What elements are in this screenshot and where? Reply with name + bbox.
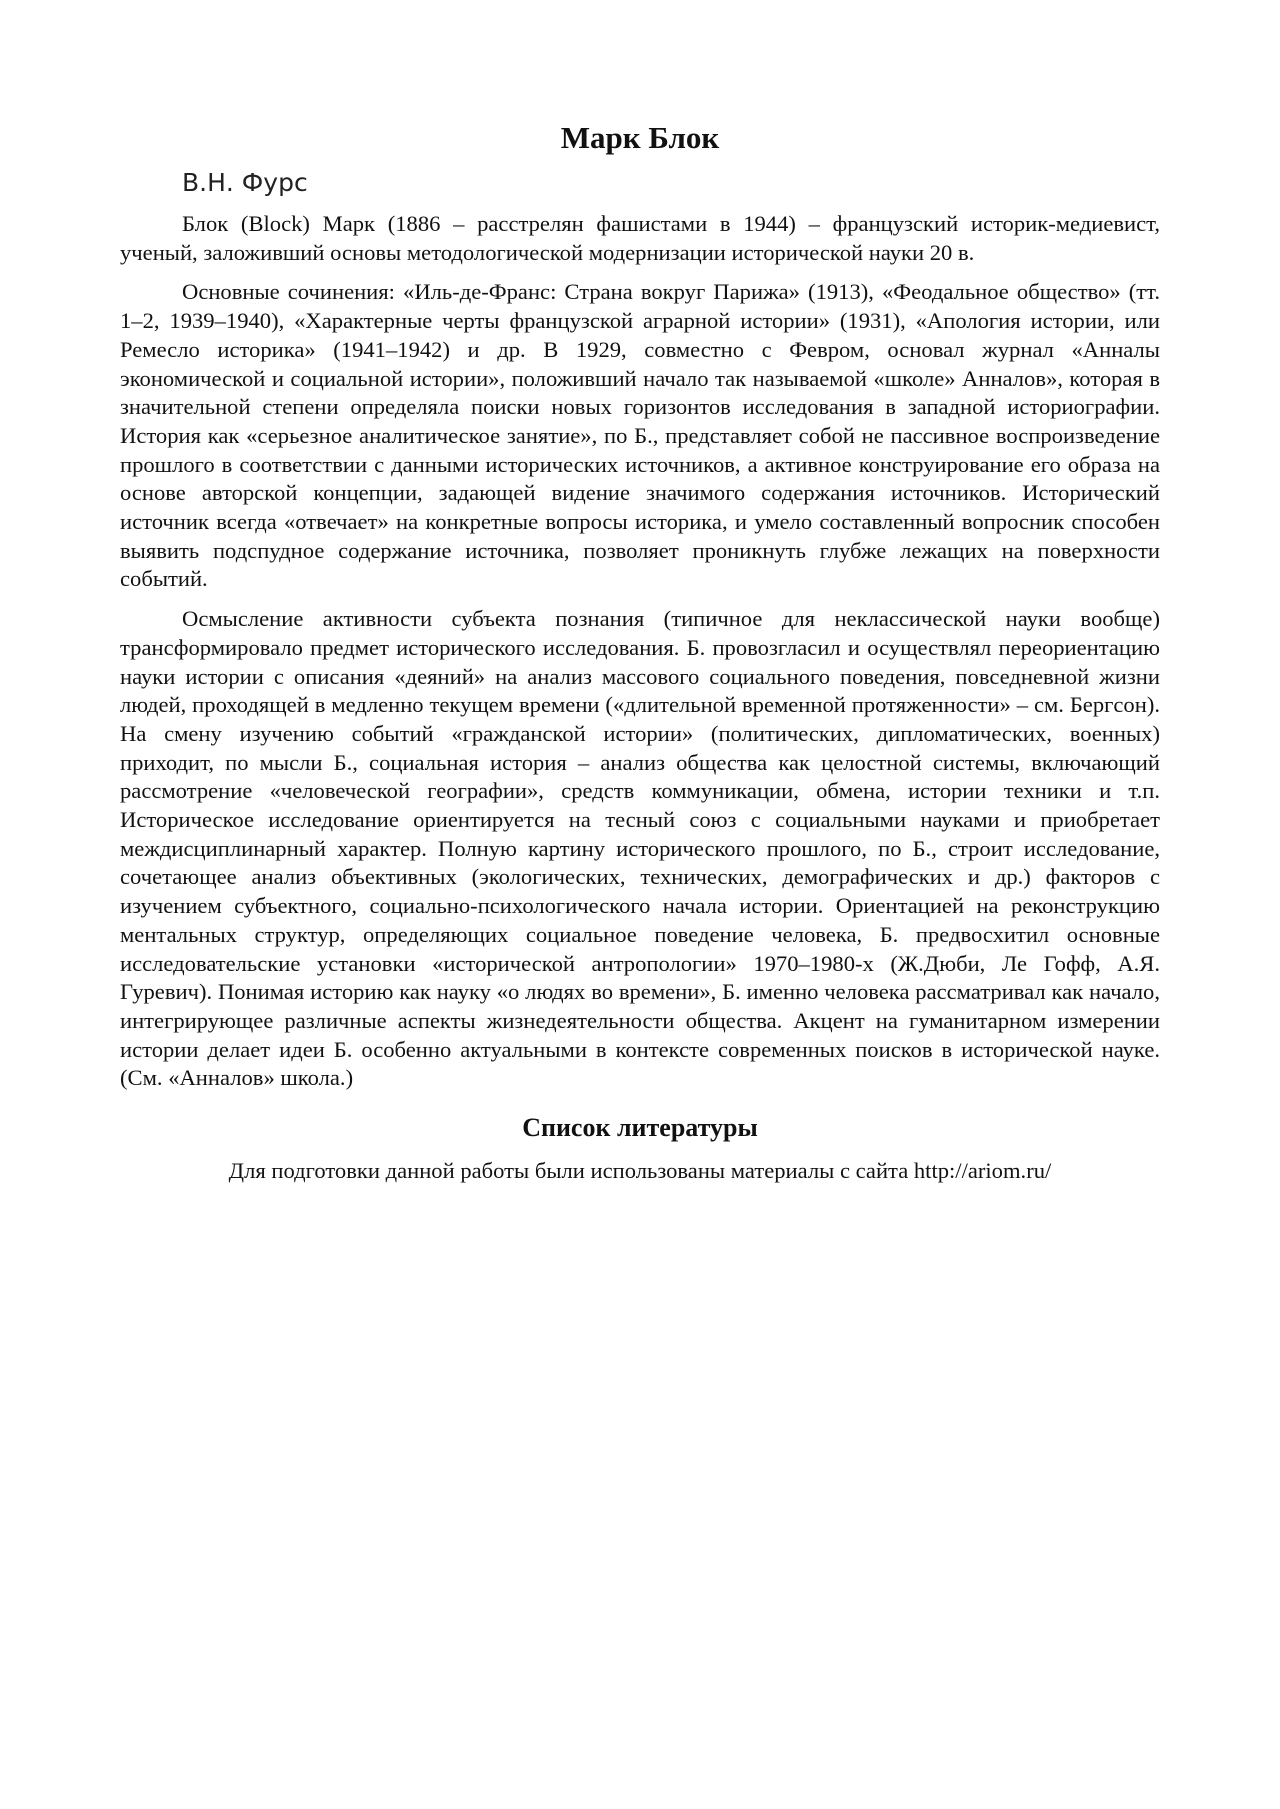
author-name: В.Н. Фурс xyxy=(182,168,308,197)
document-content xyxy=(120,118,1160,1186)
paragraph-works: Основные сочинения: «Иль-де-Франс: Страна вокруг Парижа» (1913), «Феодальное общество» (тт. 1–2, 1939–1940), «Характерные черты французской аграрной истории» (1931), «Апология истории, или Ремесло историка» (1941–1942) и др. В 1929, совместно с Февром, основал журнал «Анналы экономической и социальной истории», положивший начало так называемой «школе» Анналов», которая в значительной степени определяла поиски новых горизонтов исследования в западной историографии. История как «серьезное аналитическое занятие», по Б., представляет собой не пассивное воспроизведение прошлого в соответствии с данными исторических источников, а активное конструирование его образа на основе авторской концепции, задающей видение значимого содержания источников. Исторический источник всегда «отвечает» на конкретные вопросы историка, и умело составленный вопросник способен выявить подспудное содержание источника, позволяет проникнуть глубже лежащих на поверхности событий. xyxy=(120,279,1160,592)
bibliography-note: Для подготовки данной работы были использованы материалы с сайта http://ariom.ru/ xyxy=(228,1158,1052,1184)
paragraph-method: Осмысление активности субъекта познания (типичное для неклассической науки вообще) трансформировало предмет исторического исследования. Б. провозгласил и осуществлял переориентацию науки истории с описания «деяний» на анализ массового социального поведения, повседневной жизни людей, проходящей в медленно текущем времени («длительной временной протяженности» – см. Бергсон). На смену изучению событий «гражданской истории» (политических, дипломатических, военных) приходит, по мысли Б., социальная история – анализ общества как целостной системы, включающий рассмотрение «человеческой географии», средств коммуникации, обмена, истории техники и т.п. Историческое исследование ориентируется на тесный союз с социальными науками и приобретает междисциплинарный характер. Полную картину исторического прошлого, по Б., строит исследование, сочетающее анализ объективных (экологических, технических, демографических и др.) факторов с изучением субъектного, социально-психологического начала истории. Ориентацией на реконструкцию ментальных структур, определяющих социальное поведение человека, Б. предвосхитил основные исследовательские установки «исторической антропологии» 1970–1980-х (Ж.Дюби, Ле Гофф, А.Я. Гуревич). Понимая историю как науку «о людях во времени», Б. именно человека рассматривал как начало, интегрирующее различные аспекты жизнедеятельности общества. Акцент на гуманитарном измерении истории делает идеи Б. особенно актуальными в контексте современных поисков в исторической науке. (См. «Анналов» школа.) xyxy=(120,606,1160,1091)
document-title: Марк Блок xyxy=(560,120,720,155)
bibliography-title: Список литературы xyxy=(522,1113,758,1143)
paragraph-intro: Блок (Block) Марк (1886 – расстрелян фашистами в 1944) – французский историк-медиевист, ученый, заложивший основы методологической модернизации исторической науки 20 в. xyxy=(120,211,1160,265)
